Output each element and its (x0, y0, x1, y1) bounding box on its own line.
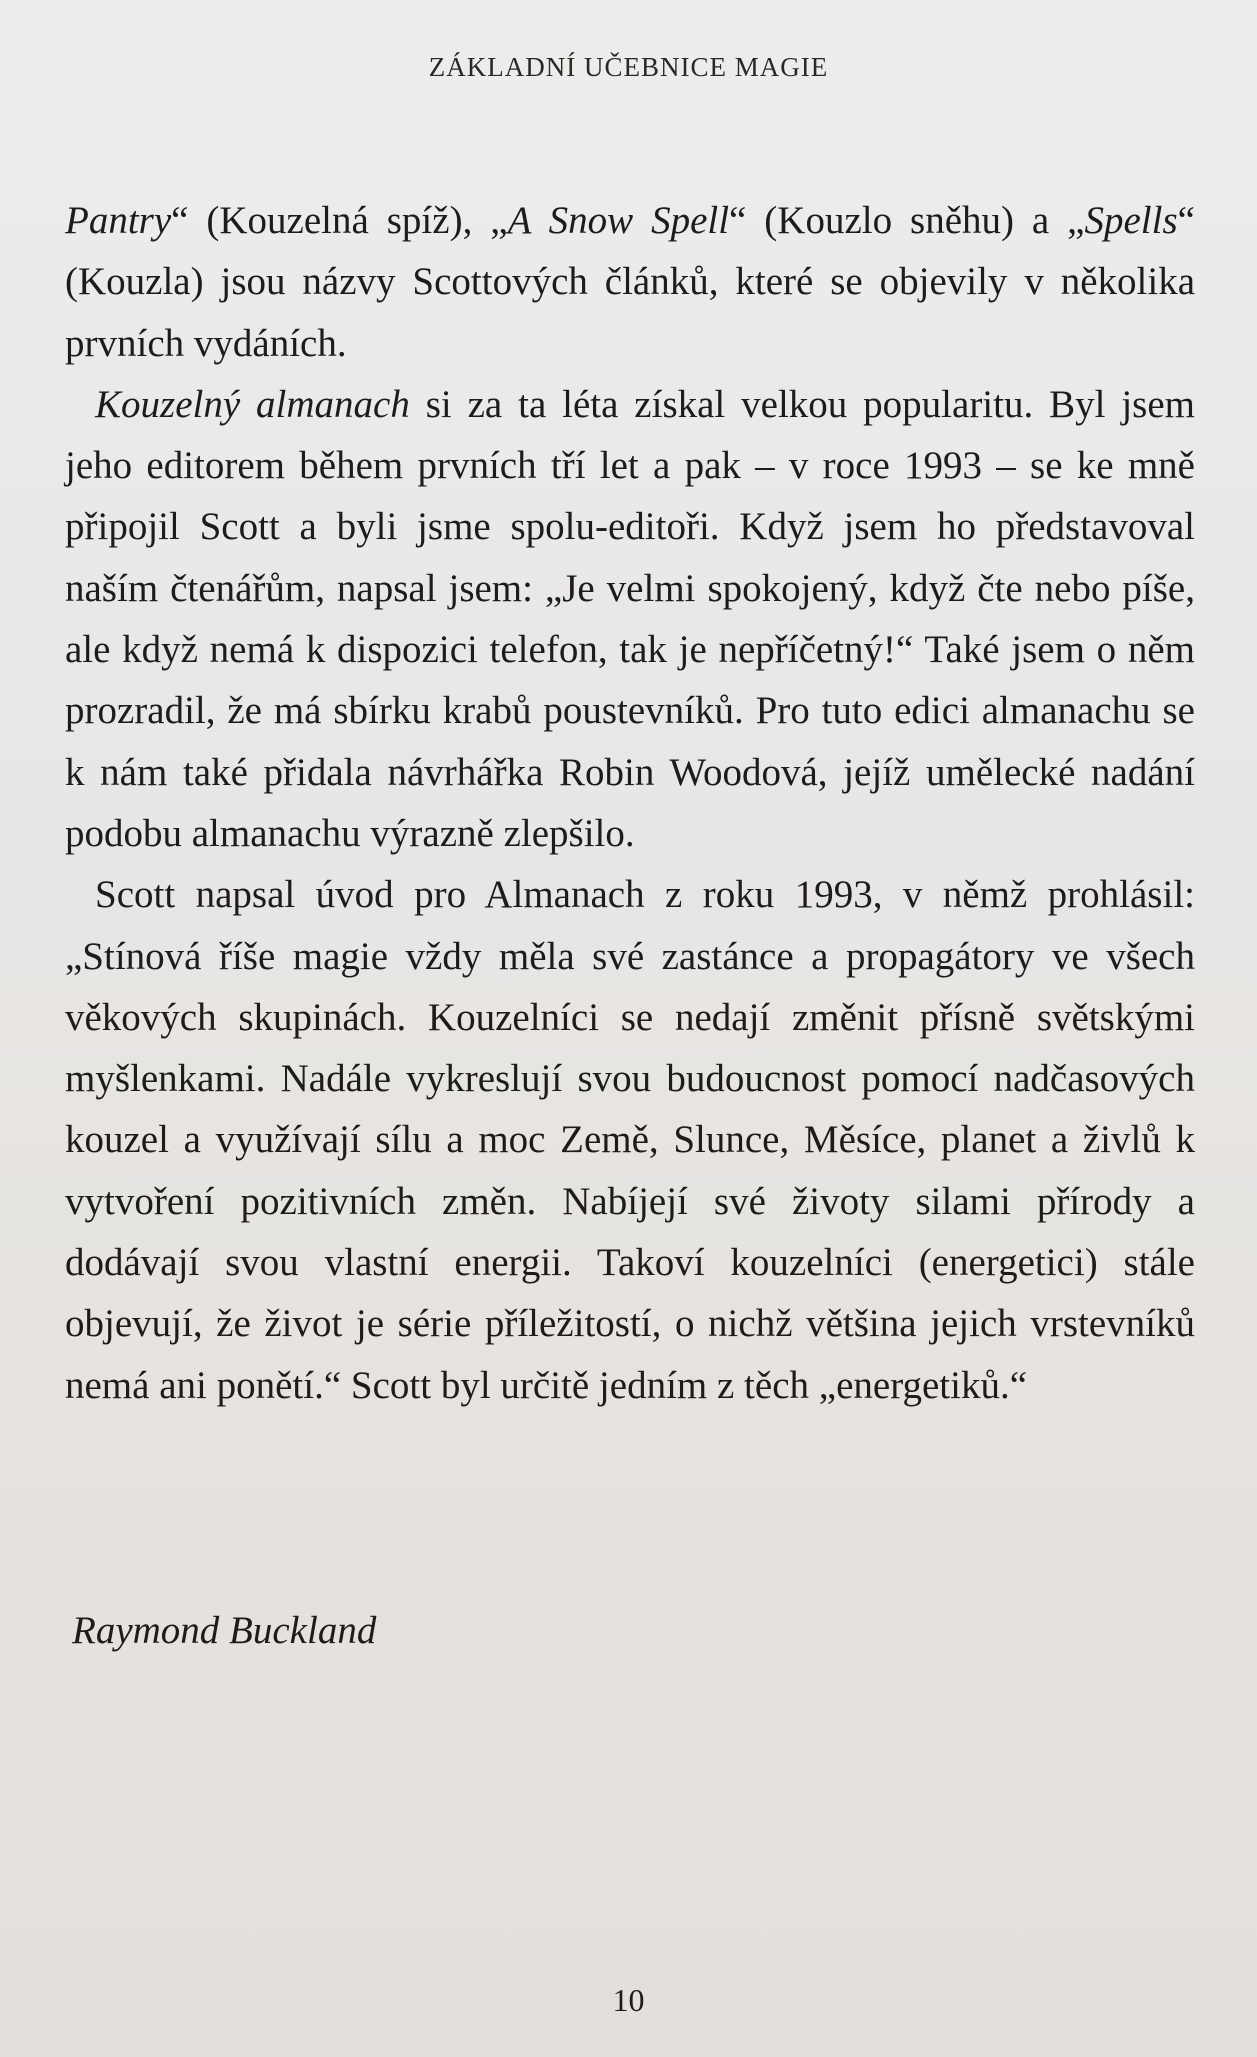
signature: Raymond Buckland (72, 1609, 377, 1652)
paragraph-1-text-c: “ (Kouzla) jsou názvy Scottových článků, které se objevily v několika prvních vydáních. (65, 199, 1195, 365)
paragraph-1 (65, 190, 1195, 374)
running-head: ZÁKLADNÍ UČEBNICE MAGIE (428, 52, 829, 82)
body-text (65, 190, 1195, 1416)
paragraph-2 (65, 374, 1195, 864)
almanac-title: Kouzelný almanach (95, 382, 410, 426)
article-title-pantry: Pantry (65, 199, 172, 242)
page-number: 10 (612, 1982, 645, 2018)
paragraph-2-text: si za ta léta získal velkou popularitu. Byl jsem jeho editorem během prvních tří let a pak – v roce 1993 – se ke mně připojil Scott a byli jsme spolu-editoři. Když jsem ho představoval naším čtenářům, napsal jsem: „Je velmi spokojený, když čte nebo píše, ale když nemá k dispozici telefon, tak je nepříčetný!“ Také jsem o něm prozradil, že má sbírku krabů poustevníků. Pro tuto edici almanachu se k nám také přidala návrhářka Robin Woodová, jejíž umělecké nadání podobu almanachu výrazně zlepšilo. (65, 382, 1195, 855)
paragraph-1-text-a: “ (Kouzelná spíž), „ (171, 199, 508, 242)
paragraph-3: Scott napsal úvod pro Almanach z roku 1993, v němž prohlásil: „Stínová říše magie vždy měla své zastánce a propagátory ve všech věkových skupinách. Kouzelníci se nedají změnit přísně světskými myšlenkami. Nadále vykreslují svou budoucnost pomocí nadčasových kouzel a využívají sílu a moc Země, Slunce, Měsíce, planet a živlů k vytvoření pozitivních změn. Nabíjejí své životy silami přírody a dodávají svou vlastní energii. Takoví kouzelníci (energetici) stále objevují, že život je série příležitostí, o nichž většina jejich vrstevníků nemá ani ponětí.“ Scott byl určitě jedním z těch „energetiků.“ (65, 873, 1195, 1407)
article-title-snow-spell: A Snow Spell (507, 199, 730, 242)
paragraph-1-text-b: “ (Kouzlo sněhu) a „ (729, 199, 1085, 242)
article-title-spells: Spells (1084, 199, 1178, 242)
